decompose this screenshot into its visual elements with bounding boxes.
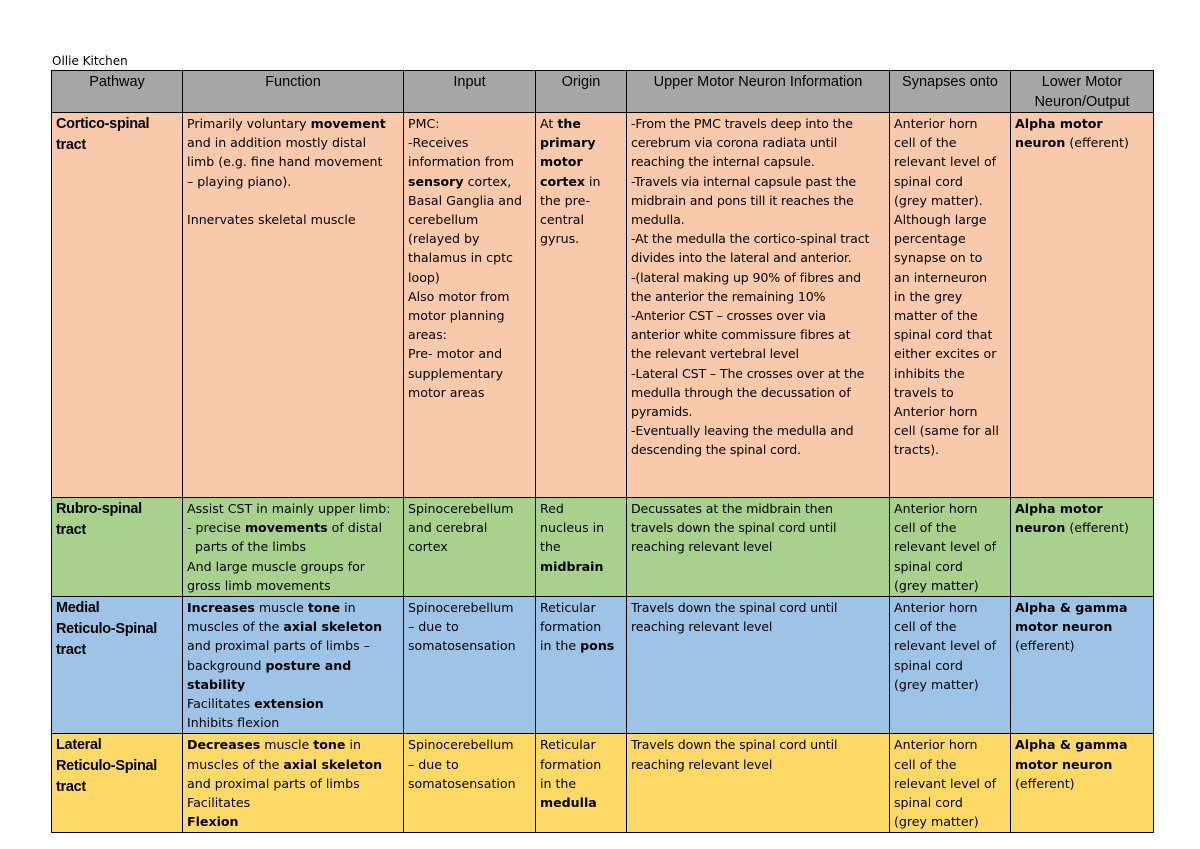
text: spinal cord bbox=[894, 173, 963, 189]
header-upper-motor-neuron: Upper Motor Neuron Information bbox=[627, 71, 890, 113]
text-bold: movements bbox=[244, 520, 328, 536]
text-bold: Alpha motor bbox=[1015, 116, 1103, 131]
pathway-line: tract bbox=[56, 779, 86, 796]
text: Also motor from bbox=[408, 288, 510, 304]
text: the pre- bbox=[540, 192, 590, 208]
text: medulla. bbox=[631, 212, 685, 228]
input-cell bbox=[404, 597, 536, 734]
header-origin: Origin bbox=[536, 71, 627, 113]
text: and in addition mostly distal bbox=[187, 135, 367, 151]
text: Spinocerebellum bbox=[408, 501, 514, 516]
text-bold: Alpha motor bbox=[1015, 501, 1103, 516]
text: relevant level of bbox=[894, 154, 997, 170]
text: anterior white commissure fibres at bbox=[631, 327, 851, 343]
text: the bbox=[540, 539, 561, 555]
table-row-cortico-spinal bbox=[52, 113, 1154, 498]
text: (efferent) bbox=[1015, 775, 1075, 791]
text: in bbox=[340, 600, 356, 616]
text: cortex, bbox=[463, 173, 512, 189]
text: - precise bbox=[187, 520, 245, 536]
input-cell bbox=[404, 498, 536, 597]
umn-cell bbox=[627, 597, 890, 734]
text: Inhibits flexion bbox=[187, 715, 280, 731]
text: tracts). bbox=[894, 442, 940, 458]
lmn-cell bbox=[1011, 113, 1154, 498]
text: – due to bbox=[408, 756, 459, 772]
text: cerebellum bbox=[408, 212, 479, 228]
text: Assist CST in mainly upper limb: bbox=[187, 501, 391, 516]
lmn-cell bbox=[1011, 734, 1154, 833]
text: muscle bbox=[260, 737, 314, 753]
text: Anterior horn bbox=[894, 600, 978, 616]
text-bold: axial skeleton bbox=[283, 756, 383, 772]
text: spinal cord bbox=[894, 558, 963, 574]
text: Pre- motor and bbox=[408, 346, 503, 362]
lmn-cell bbox=[1011, 498, 1154, 597]
origin-cell bbox=[536, 498, 627, 597]
text: And large muscle groups for bbox=[187, 558, 365, 574]
pathway-cell bbox=[52, 597, 183, 734]
text: -Receives bbox=[408, 135, 469, 151]
lmn-cell bbox=[1011, 597, 1154, 734]
synapses-cell bbox=[890, 734, 1011, 833]
text: in the bbox=[540, 638, 581, 654]
text: an interneuron bbox=[894, 269, 988, 285]
text: travels down the spinal cord until bbox=[631, 520, 837, 536]
text: reaching relevant level bbox=[631, 539, 773, 555]
text-bold: midbrain bbox=[540, 558, 604, 574]
text: (efferent) bbox=[1065, 135, 1129, 151]
text: inhibits the bbox=[894, 365, 965, 381]
text: gyrus. bbox=[540, 231, 580, 247]
header-function: Function bbox=[183, 71, 404, 113]
synapses-cell bbox=[890, 498, 1011, 597]
text: (grey matter) bbox=[894, 676, 979, 692]
text: areas: bbox=[408, 327, 447, 343]
text-bold: posture and bbox=[265, 657, 352, 673]
text: Anterior horn bbox=[894, 404, 978, 420]
text: of distal bbox=[327, 520, 382, 536]
text-bold: neuron bbox=[1015, 135, 1066, 151]
text: muscles of the bbox=[187, 756, 284, 772]
text-bold: stability bbox=[187, 676, 246, 692]
text-bold: Increases bbox=[187, 600, 255, 616]
text: motor planning bbox=[408, 308, 505, 324]
header-lmn-line-2: Neuron/Output bbox=[1034, 94, 1130, 110]
text: spinal cord bbox=[894, 795, 963, 811]
text: background bbox=[187, 657, 266, 673]
text-bold: primary bbox=[540, 135, 596, 151]
text: gross limb movements bbox=[187, 577, 331, 593]
text: motor areas bbox=[408, 384, 485, 400]
text-bold: extension bbox=[254, 696, 324, 712]
text: the anterior the remaining 10% bbox=[631, 288, 826, 304]
header-synapses: Synapses onto bbox=[890, 71, 1011, 113]
pathway-cell bbox=[52, 113, 183, 498]
text: At bbox=[540, 116, 558, 131]
text-bold: sensory bbox=[408, 173, 464, 189]
header-lower-motor-neuron bbox=[1011, 71, 1154, 113]
text: in the grey bbox=[894, 288, 963, 304]
pathway-cell bbox=[52, 498, 183, 597]
text: Anterior horn bbox=[894, 737, 978, 753]
text: (efferent) bbox=[1065, 520, 1129, 536]
text: relevant level of bbox=[894, 775, 997, 791]
text: midbrain and pons till it reaches the bbox=[631, 192, 854, 208]
text: (grey matter) bbox=[894, 814, 979, 830]
text: percentage bbox=[894, 231, 966, 247]
text: Anterior horn bbox=[894, 501, 978, 516]
header-pathway: Pathway bbox=[52, 71, 183, 113]
header-input: Input bbox=[404, 71, 536, 113]
text: spinal cord bbox=[894, 657, 963, 673]
text-bold: cortex bbox=[540, 173, 586, 189]
text-bold: neuron bbox=[1015, 520, 1066, 536]
pathway-line: tract bbox=[56, 137, 86, 153]
text: pyramids. bbox=[631, 404, 693, 420]
text: – due to bbox=[408, 619, 459, 635]
text-bold: motor neuron bbox=[1015, 619, 1113, 635]
text-bold: the bbox=[557, 116, 581, 131]
text: relevant level of bbox=[894, 638, 997, 654]
text: -Eventually leaving the medulla and bbox=[631, 423, 854, 439]
text: -Anterior CST – crosses over via bbox=[631, 308, 826, 324]
text: formation bbox=[540, 756, 602, 772]
text: Innervates skeletal muscle bbox=[187, 212, 356, 228]
text: limb (e.g. fine hand movement bbox=[187, 154, 383, 170]
text: travels to bbox=[894, 384, 954, 400]
text: somatosensation bbox=[408, 775, 516, 791]
text-bold: tone bbox=[307, 600, 341, 616]
text: cell (same for all bbox=[894, 423, 999, 439]
text-bold: motor bbox=[540, 154, 583, 170]
text: and proximal parts of limbs bbox=[187, 775, 360, 791]
text: Travels down the spinal cord until bbox=[631, 600, 838, 616]
pathway-line: Reticulo-Spinal bbox=[56, 621, 158, 638]
text: (grey matter). bbox=[894, 192, 983, 208]
function-cell bbox=[183, 734, 404, 833]
text: Reticular bbox=[540, 600, 596, 616]
text-bold: motor neuron bbox=[1015, 756, 1113, 772]
pathway-line: Rubro-spinal bbox=[56, 501, 142, 517]
text-bold: pons bbox=[580, 638, 615, 654]
text: formation bbox=[540, 619, 602, 635]
text: relevant level of bbox=[894, 539, 997, 555]
text: divides into the lateral and anterior. bbox=[631, 250, 852, 266]
text: medulla through the decussation of bbox=[631, 384, 851, 400]
text: spinal cord that bbox=[894, 327, 993, 343]
text: – playing piano). bbox=[187, 173, 292, 189]
table-row-rubro-spinal bbox=[52, 498, 1154, 597]
text: information from bbox=[408, 154, 514, 170]
text: in bbox=[585, 173, 601, 189]
text: parts of the limbs bbox=[195, 539, 307, 555]
text: either excites or bbox=[894, 346, 997, 362]
pathway-line: Lateral bbox=[56, 737, 102, 754]
function-cell bbox=[183, 113, 404, 498]
text: -From the PMC travels deep into the bbox=[631, 116, 853, 131]
text: Travels down the spinal cord until bbox=[631, 737, 838, 753]
text: supplementary bbox=[408, 365, 504, 381]
text: reaching relevant level bbox=[631, 619, 773, 635]
text: Spinocerebellum bbox=[408, 737, 514, 753]
text: -At the medulla the cortico-spinal tract bbox=[631, 231, 870, 247]
function-cell bbox=[183, 597, 404, 734]
synapses-cell bbox=[890, 113, 1011, 498]
function-cell bbox=[183, 498, 404, 597]
pathway-line: Cortico-spinal bbox=[56, 116, 150, 132]
origin-cell bbox=[536, 597, 627, 734]
pathway-line: Medial bbox=[56, 600, 100, 617]
text: (grey matter) bbox=[894, 577, 979, 593]
text-bold: movement bbox=[310, 116, 386, 131]
text: -Travels via internal capsule past the bbox=[631, 173, 856, 189]
text: -Lateral CST – The crosses over at the bbox=[631, 365, 865, 381]
text: cell of the bbox=[894, 135, 957, 151]
text-bold: axial skeleton bbox=[283, 619, 383, 635]
umn-cell bbox=[627, 498, 890, 597]
text: Spinocerebellum bbox=[408, 600, 514, 616]
origin-cell bbox=[536, 734, 627, 833]
text: matter of the bbox=[894, 308, 978, 324]
text: thalamus in cptc bbox=[408, 250, 513, 266]
text: (relayed by bbox=[408, 231, 480, 247]
text-bold: Decreases bbox=[187, 737, 261, 753]
input-cell bbox=[404, 734, 536, 833]
pathway-line: tract bbox=[56, 522, 86, 538]
text-bold: Alpha & gamma bbox=[1015, 600, 1128, 616]
table-row-lateral-reticulo-spinal bbox=[52, 734, 1154, 833]
text: muscle bbox=[254, 600, 308, 616]
pathway-line: Reticulo-Spinal bbox=[56, 758, 158, 775]
text: Decussates at the midbrain then bbox=[631, 501, 833, 516]
text: cell of the bbox=[894, 520, 957, 536]
text-bold: medulla bbox=[540, 795, 597, 811]
text: Reticular bbox=[540, 737, 596, 753]
text: cell of the bbox=[894, 756, 957, 772]
text: in bbox=[345, 737, 361, 753]
text: Primarily voluntary bbox=[187, 116, 311, 131]
umn-cell bbox=[627, 734, 890, 833]
header-lmn-line-1: Lower Motor bbox=[1041, 74, 1123, 90]
text: and proximal parts of limbs – bbox=[187, 638, 371, 654]
text: cell of the bbox=[894, 619, 957, 635]
pathway-cell bbox=[52, 734, 183, 833]
text: (efferent) bbox=[1015, 638, 1075, 654]
text: Basal Ganglia and bbox=[408, 192, 523, 208]
text-bold: Alpha & gamma bbox=[1015, 737, 1128, 753]
text: Anterior horn bbox=[894, 116, 978, 131]
text: somatosensation bbox=[408, 638, 516, 654]
text: muscles of the bbox=[187, 619, 284, 635]
table-row-medial-reticulo-spinal bbox=[52, 597, 1154, 734]
text: and cerebral bbox=[408, 520, 488, 536]
motor-pathways-table bbox=[51, 70, 1154, 833]
origin-cell bbox=[536, 113, 627, 498]
umn-cell bbox=[627, 113, 890, 498]
text: -(lateral making up 90% of fibres and bbox=[631, 269, 861, 285]
synapses-cell bbox=[890, 597, 1011, 734]
header-row bbox=[52, 71, 1154, 113]
text-bold: tone bbox=[313, 737, 346, 753]
text-bold: Flexion bbox=[187, 814, 239, 830]
text: cortex bbox=[408, 539, 448, 555]
text: Although large bbox=[894, 212, 987, 228]
input-cell bbox=[404, 113, 536, 498]
pathway-line: tract bbox=[56, 642, 86, 659]
text: loop) bbox=[408, 269, 440, 285]
text: reaching the internal capsule. bbox=[631, 154, 815, 170]
text: Facilitates bbox=[187, 795, 251, 811]
text: reaching relevant level bbox=[631, 756, 773, 772]
text: descending the spinal cord. bbox=[631, 442, 801, 458]
text: Red bbox=[540, 501, 564, 516]
text: cerebrum via corona radiata until bbox=[631, 135, 838, 151]
author-name: Ollie Kitchen bbox=[52, 54, 128, 68]
text: central bbox=[540, 212, 584, 228]
text: nucleus in bbox=[540, 520, 605, 536]
text: synapse on to bbox=[894, 250, 983, 266]
text: in the bbox=[540, 775, 577, 791]
text: the relevant vertebral level bbox=[631, 346, 799, 362]
text: PMC: bbox=[408, 116, 440, 131]
text: Facilitates bbox=[187, 696, 255, 712]
